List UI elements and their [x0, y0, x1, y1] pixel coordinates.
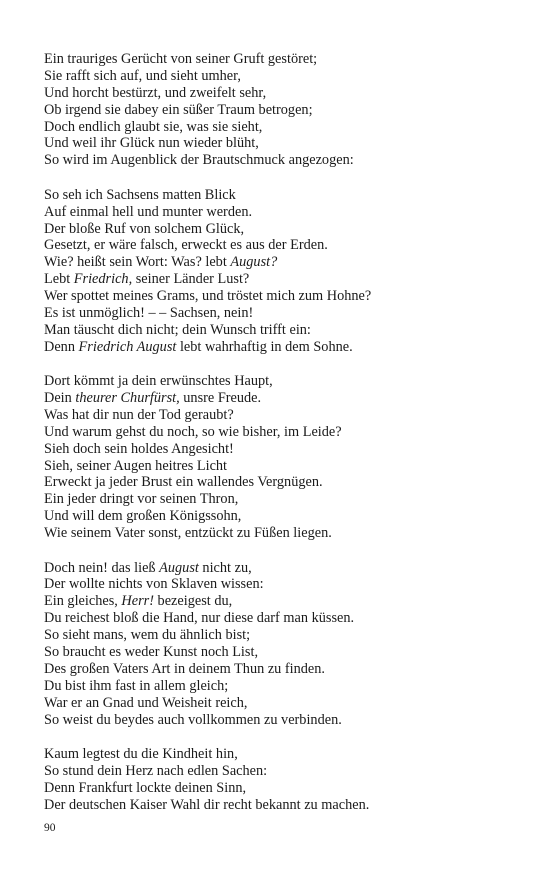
- italic-text: Friedrich August: [78, 338, 177, 355]
- verse-line: [44, 712, 514, 729]
- verse-text: Wer spottet meines Grams, und tröstet mich zum Hohne?: [44, 288, 372, 305]
- verse-line: [44, 237, 514, 254]
- verse-text: Und will dem großen Königssohn,: [44, 508, 242, 525]
- verse-line: [44, 322, 514, 339]
- verse-line: [44, 458, 514, 475]
- verse-text: War er an Gnad und Weisheit reich,: [44, 694, 248, 711]
- verse-text: Sieh, seiner Augen heitres Licht: [44, 457, 228, 474]
- verse-text: Und warum gehst du noch, so wie bisher, im Leide?: [44, 423, 342, 440]
- verse-line: [44, 390, 514, 407]
- verse-line: [44, 152, 514, 169]
- verse-line: [44, 102, 514, 119]
- verse-line: [44, 187, 514, 204]
- verse-line: [44, 780, 514, 797]
- verse-text: lebt wahrhaftig in dem Sohne.: [176, 338, 353, 355]
- verse-text: Ob irgend sie dabey ein süßer Traum betrogen;: [44, 101, 313, 118]
- verse-text: Erweckt ja jeder Brust ein wallendes Vergnügen.: [44, 474, 323, 491]
- stanza: [44, 51, 514, 169]
- verse-line: [44, 305, 514, 322]
- verse-line: [44, 474, 514, 491]
- verse-line: [44, 373, 514, 390]
- verse-line: [44, 119, 514, 136]
- verse-text: Wie? heißt sein Wort: Was? lebt: [44, 254, 231, 271]
- verse-text: Sie rafft sich auf, und sieht umher,: [44, 67, 241, 84]
- verse-text: Sieh doch sein holdes Angesicht!: [44, 440, 234, 457]
- verse-text: Lebt: [44, 271, 74, 288]
- verse-line: [44, 525, 514, 542]
- verse-text: Ein gleiches,: [44, 593, 122, 610]
- verse-text: Doch nein! das ließ: [44, 559, 160, 576]
- verse-line: [44, 424, 514, 441]
- stanza: [44, 187, 514, 356]
- verse-line: [44, 135, 514, 152]
- verse-text: nicht zu,: [198, 559, 252, 576]
- verse-text: So weist du beydes auch vollkommen zu verbinden.: [44, 711, 342, 728]
- verse-text: Und weil ihr Glück nun wieder blüht,: [44, 135, 259, 152]
- verse-line: [44, 288, 514, 305]
- verse-text: Dein: [44, 390, 76, 407]
- verse-text: So stund dein Herz nach edlen Sachen:: [44, 762, 268, 779]
- italic-text: theurer Churfürst,: [75, 390, 180, 407]
- verse-line: [44, 271, 514, 288]
- verse-text: Der wollte nichts von Sklaven wissen:: [44, 576, 264, 593]
- verse-text: Gesetzt, er wäre falsch, erweckt es aus der Erden.: [44, 237, 328, 254]
- verse-line: [44, 661, 514, 678]
- page-number: 90: [44, 822, 56, 834]
- verse-text: unsre Freude.: [179, 390, 262, 407]
- verse-text: Es ist unmöglich! – – Sachsen, nein!: [44, 304, 254, 321]
- verse-line: [44, 254, 514, 271]
- verse-line: [44, 695, 514, 712]
- verse-line: [44, 627, 514, 644]
- verse-text: So braucht es weder Kunst noch List,: [44, 644, 259, 660]
- verse-line: [44, 644, 514, 661]
- verse-text: Denn: [44, 338, 79, 355]
- verse-line: [44, 221, 514, 238]
- verse-text: Ein trauriges Gerücht von seiner Gruft gestöret;: [44, 51, 318, 67]
- verse-text: bezeigest du,: [153, 593, 233, 610]
- verse-text: Du bist ihm fast in allem gleich;: [44, 677, 229, 694]
- verse-text: So wird im Augenblick der Brautschmuck angezogen:: [44, 152, 354, 169]
- verse-line: [44, 508, 514, 525]
- stanza: [44, 373, 514, 542]
- verse-text: Du reichest bloß die Hand, nur diese darf man küssen.: [44, 610, 355, 627]
- verse-text: Ein jeder dringt vor seinen Thron,: [44, 491, 239, 508]
- stanza: [44, 746, 514, 814]
- verse-line: [44, 51, 514, 68]
- verse-text: Des großen Vaters Art in deinem Thun zu finden.: [44, 660, 325, 677]
- italic-text: Friedrich,: [73, 271, 133, 288]
- verse-text: Kaum legtest du die Kindheit hin,: [44, 745, 238, 762]
- verse-text: Man täuscht dich nicht; dein Wunsch trifft ein:: [44, 321, 311, 338]
- verse-line: [44, 560, 514, 577]
- verse-line: [44, 441, 514, 458]
- verse-line: [44, 576, 514, 593]
- verse-text: Der deutschen Kaiser Wahl dir recht bekannt zu machen.: [44, 796, 370, 813]
- verse-text: So sieht mans, wem du ähnlich bist;: [44, 627, 251, 644]
- italic-text: August: [159, 559, 199, 576]
- verse-text: Und horcht bestürzt, und zweifelt sehr,: [44, 84, 267, 101]
- verse-text: seiner Länder Lust?: [132, 271, 250, 288]
- verse-text: Was hat dir nun der Tod geraubt?: [44, 406, 234, 423]
- verse-line: [44, 763, 514, 780]
- verse-line: [44, 407, 514, 424]
- verse-line: [44, 85, 514, 102]
- verse-line: [44, 678, 514, 695]
- verse-line: [44, 204, 514, 221]
- verse-line: [44, 610, 514, 627]
- verse-text: So seh ich Sachsens matten Blick: [44, 186, 236, 203]
- verse-text: Denn Frankfurt lockte deinen Sinn,: [44, 779, 247, 796]
- verse-text: Auf einmal hell und munter werden.: [44, 203, 253, 220]
- poem-body: [44, 51, 514, 831]
- verse-line: [44, 491, 514, 508]
- stanza: [44, 560, 514, 729]
- verse-line: [44, 593, 514, 610]
- verse-line: [44, 339, 514, 356]
- italic-text: August?: [230, 254, 278, 271]
- verse-text: Wie seinem Vater sonst, entzückt zu Füßen liegen.: [44, 525, 332, 542]
- italic-text: Herr!: [121, 593, 154, 610]
- verse-line: [44, 746, 514, 763]
- verse-text: Dort kömmt ja dein erwünschtes Haupt,: [44, 373, 273, 390]
- verse-text: Doch endlich glaubt sie, was sie sieht,: [44, 118, 263, 135]
- verse-line: [44, 68, 514, 85]
- verse-line: [44, 797, 514, 814]
- verse-text: Der bloße Ruf von solchem Glück,: [44, 220, 245, 237]
